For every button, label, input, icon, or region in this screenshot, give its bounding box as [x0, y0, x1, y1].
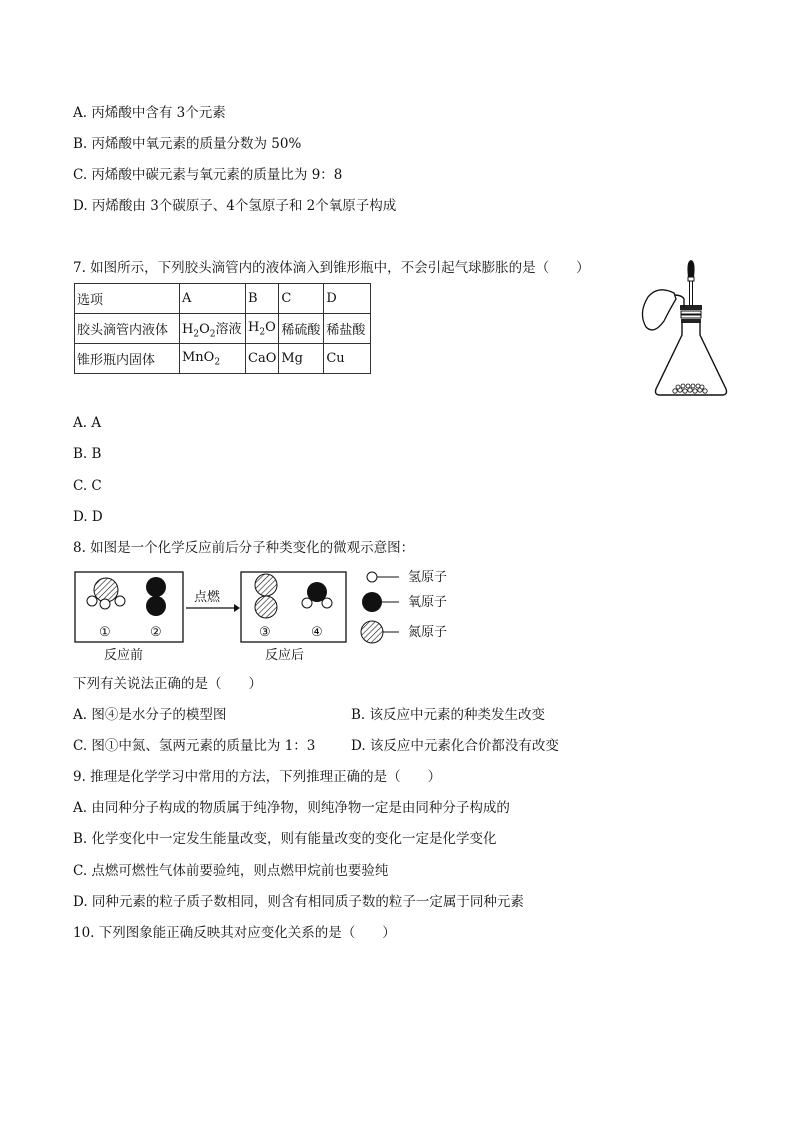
q9-option-a: A. 由同种分子构成的物质属于纯净物，则纯净物一定是由同种分子构成的: [73, 800, 510, 816]
legend-hydrogen-symbol: [367, 572, 377, 582]
q8-option-c: C. 图①中氮、氢两元素的质量比为 1：3: [73, 738, 316, 754]
oxygen-atom: [146, 596, 166, 616]
q7-option-c: C. C: [73, 478, 102, 494]
after-label: 反应后: [265, 648, 305, 663]
q6-option-c: C. 丙烯酸中碳元素与氧元素的质量比为 9：8: [73, 167, 343, 183]
nitrogen-atom: [255, 574, 277, 596]
table-cell: 胶头滴管内液体: [75, 314, 180, 344]
q10-stem: 10. 下列图象能正确反映其对应变化关系的是（ ）: [73, 925, 396, 941]
formula-subscript: 2: [193, 329, 200, 340]
table-cell-formula: [180, 314, 246, 344]
molecule-label-1: ①: [99, 625, 111, 640]
stopper-band: [681, 311, 701, 314]
q7-option-b: B. B: [73, 446, 102, 462]
formula-part: O: [199, 321, 210, 337]
flask-apparatus-figure: [630, 255, 730, 400]
dropper-neck: [688, 277, 694, 281]
table-cell-formula: [180, 344, 246, 374]
table-row: [75, 314, 371, 344]
table-cell: Cu: [324, 344, 371, 374]
hydrogen-atom: [87, 596, 97, 606]
table-cell: 锥形瓶内固体: [75, 344, 180, 374]
hydrogen-atom: [115, 596, 125, 606]
table-row: [75, 284, 371, 314]
arrow-label: 点燃: [194, 590, 221, 605]
formula-subscript: 2: [209, 329, 216, 340]
formula-subscript: 2: [259, 327, 266, 338]
formula-part: H: [248, 319, 260, 335]
molecule-label-3: ③: [259, 625, 271, 640]
formula-part: O: [265, 319, 276, 335]
legend-nitrogen-symbol: [361, 621, 383, 643]
table-cell: 稀硫酸: [279, 314, 324, 344]
hydrogen-atom: [100, 599, 110, 609]
oxygen-atom: [146, 577, 166, 597]
q8-option-b: B. 该反应中元素的种类发生改变: [351, 707, 546, 723]
flask-body: [656, 323, 727, 395]
legend-nitrogen-label: 氮原子: [408, 625, 448, 640]
table-cell: A: [180, 284, 246, 314]
formula-part: H: [182, 321, 194, 337]
table-cell: Mg: [279, 344, 324, 374]
legend-oxygen-label: 氧原子: [408, 595, 448, 610]
reaction-micro-diagram: [74, 566, 474, 666]
hydrogen-atom: [322, 598, 332, 608]
table-cell: D: [324, 284, 371, 314]
q8-option-a: A. 图④是水分子的模型图: [73, 707, 227, 723]
dropper-tube: [690, 281, 693, 307]
balloon: [642, 290, 676, 330]
q6-option-d: D. 丙烯酸由 3个碳原子、4个氢原子和 2个氧原子构成: [73, 198, 397, 214]
table-cell: C: [279, 284, 324, 314]
q8-stem: 8. 如图是一个化学反应前后分子种类变化的微观示意图：: [73, 540, 415, 556]
formula-part: 溶液: [215, 321, 242, 337]
formula-part: MnO: [182, 349, 215, 365]
table-cell: 选项: [75, 284, 180, 314]
q7-option-a: A. A: [73, 415, 102, 431]
table-cell: CaO: [246, 344, 279, 374]
table-cell: B: [246, 284, 279, 314]
molecule-label-4: ④: [311, 625, 323, 640]
q9-option-d: D. 同种元素的粒子质子数相同，则含有相同质子数的粒子一定属于同种元素: [73, 894, 524, 910]
table-row: [75, 344, 371, 374]
q6-option-a: A. 丙烯酸中含有 3个元素: [73, 105, 226, 121]
legend-oxygen-symbol: [362, 592, 382, 612]
nitrogen-atom: [255, 596, 277, 618]
nitrogen-atom: [94, 578, 118, 602]
molecule-label-2: ②: [150, 625, 162, 640]
q7-stem: 7. 如图所示，下列胶头滴管内的液体滴入到锥形瓶中，不会引起气球膨胀的是（ ）: [73, 260, 590, 276]
q8-option-d: D. 该反应中元素化合价都没有改变: [351, 738, 559, 754]
formula-subscript: 2: [214, 357, 221, 368]
stopper-band: [681, 319, 701, 323]
before-box: [75, 572, 183, 642]
legend-hydrogen-label: 氢原子: [408, 570, 448, 585]
stopper: [680, 305, 702, 310]
stopper-band: [681, 315, 701, 318]
hydrogen-atom: [302, 598, 312, 608]
dropper-bulb: [687, 260, 694, 277]
before-label: 反应前: [104, 648, 144, 663]
q9-option-b: B. 化学变化中一定发生能量改变，则有能量改变的变化一定是化学变化: [73, 831, 497, 847]
q9-stem: 9. 推理是化学学习中常用的方法，下列推理正确的是（ ）: [73, 769, 442, 785]
arrow-head: [234, 604, 240, 612]
q7-options-table: [74, 283, 371, 374]
q6-option-b: B. 丙烯酸中氧元素的质量分数为 50%: [73, 136, 302, 152]
table-cell-formula: [246, 314, 279, 344]
q7-option-d: D. D: [73, 509, 103, 525]
q8-question: 下列有关说法正确的是（ ）: [73, 676, 262, 692]
q9-option-c: C. 点燃可燃性气体前要验纯，则点燃甲烷前也要验纯: [73, 863, 389, 879]
table-cell: 稀盐酸: [324, 314, 371, 344]
